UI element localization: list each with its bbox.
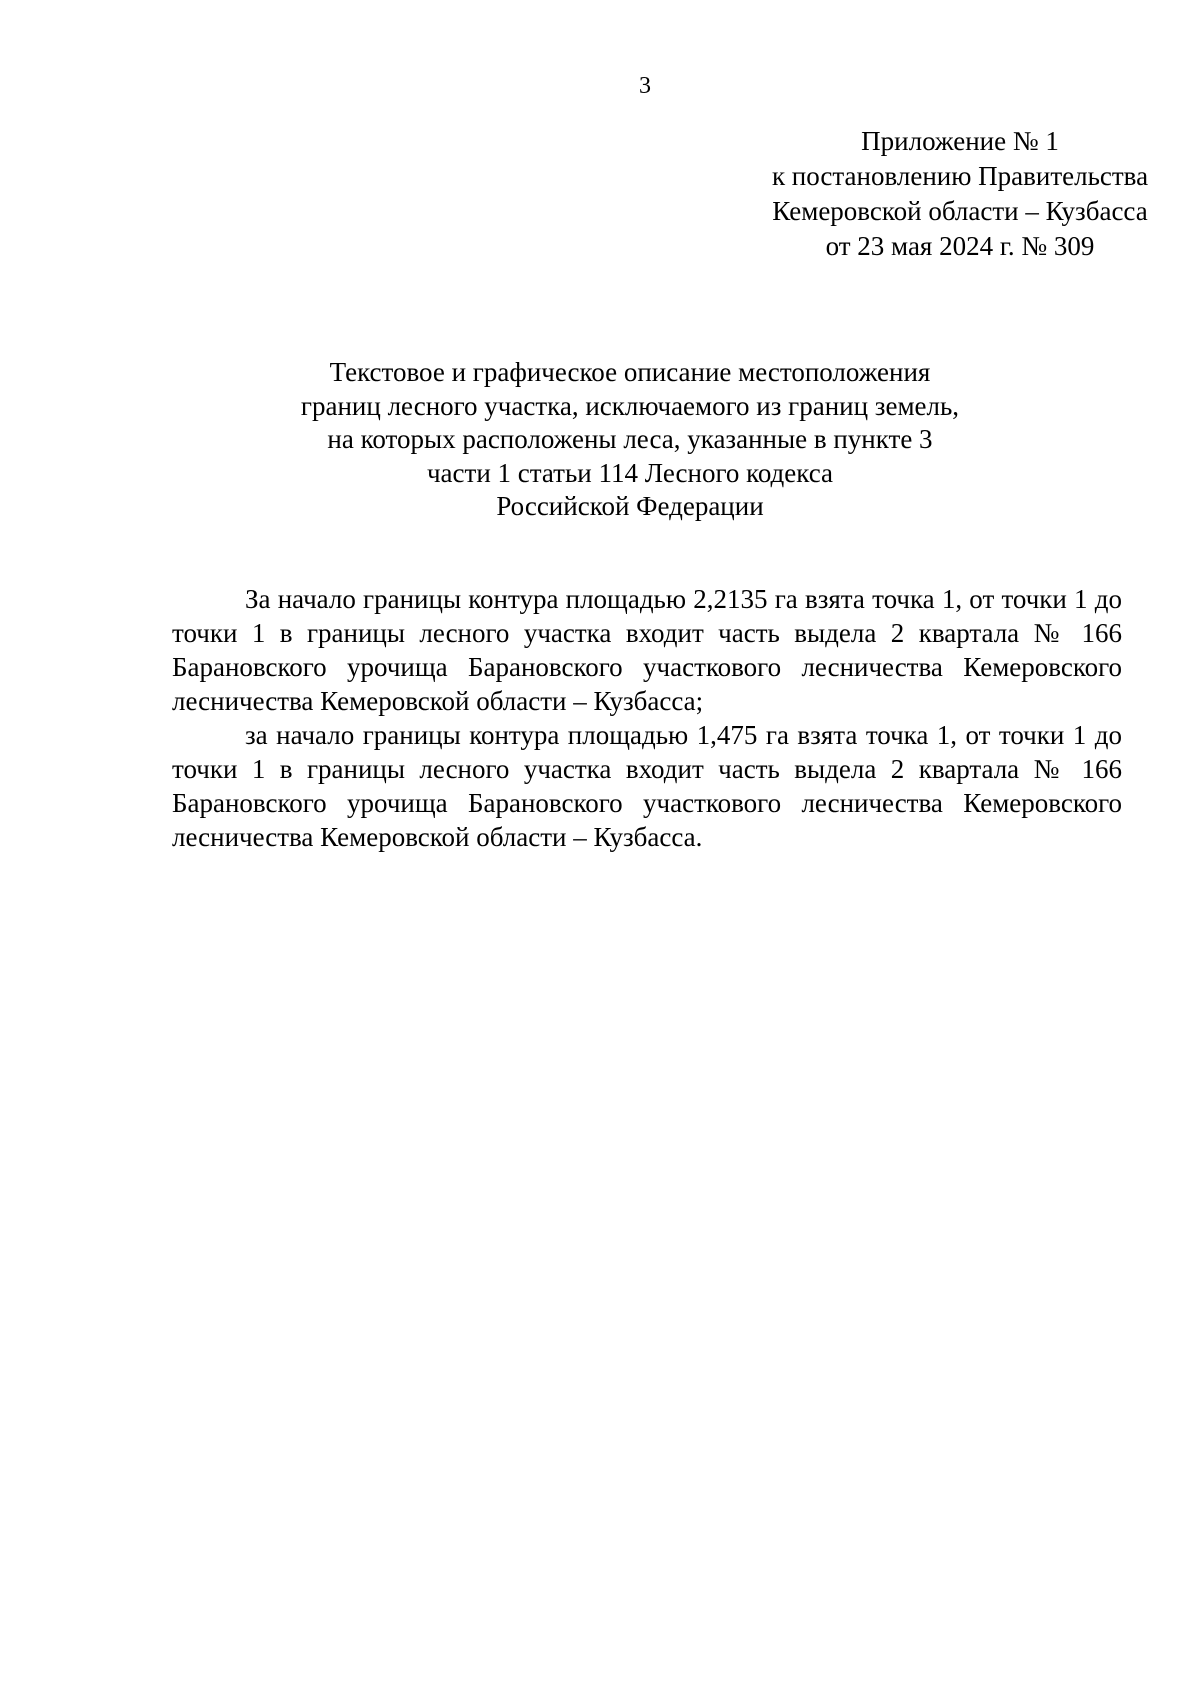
title-line-1: Текстовое и графическое описание местоположения xyxy=(329,357,931,387)
title-line-4: части 1 статьи 114 Лесного кодекса xyxy=(426,457,834,488)
page-number: 3 xyxy=(639,73,651,99)
title-line-2: границ лесного участка, исключаемого из границ земель, xyxy=(300,390,960,421)
document-body xyxy=(172,582,1122,854)
title-line-3: на которых расположены леса, указанные в пункте 3 xyxy=(327,424,933,454)
appendix-line-2: к постановлению Правительства xyxy=(771,161,1149,191)
appendix-header xyxy=(700,124,1200,264)
body-paragraph-2: за начало границы контура площадью 1,475 га взята точка 1, от точки 1 до точки 1 в границы лесного участка входит часть выдела 2 квартала № 166 Барановского урочища Барановского участкового лесничества Кемеровского лесничества Кемеровской области – Кузбасса. xyxy=(172,720,1122,852)
appendix-line-4: от 23 мая 2024 г. № 309 xyxy=(825,231,1095,261)
title-line-5: Российской Федерации xyxy=(496,491,764,521)
appendix-line-1: Приложение № 1 xyxy=(861,126,1059,156)
appendix-line-3: Кемеровской области – Кузбасса xyxy=(772,196,1148,226)
body-paragraph-1: За начало границы контура площадью 2,2135 га взята точка 1, от точки 1 до точки 1 в границы лесного участка входит часть выдела 2 квартала № 166 Барановского урочища Барановского участкового лесничества Кемеровского лесничества Кемеровской области – Кузбасса; xyxy=(172,584,1122,716)
document-title xyxy=(240,356,1020,524)
